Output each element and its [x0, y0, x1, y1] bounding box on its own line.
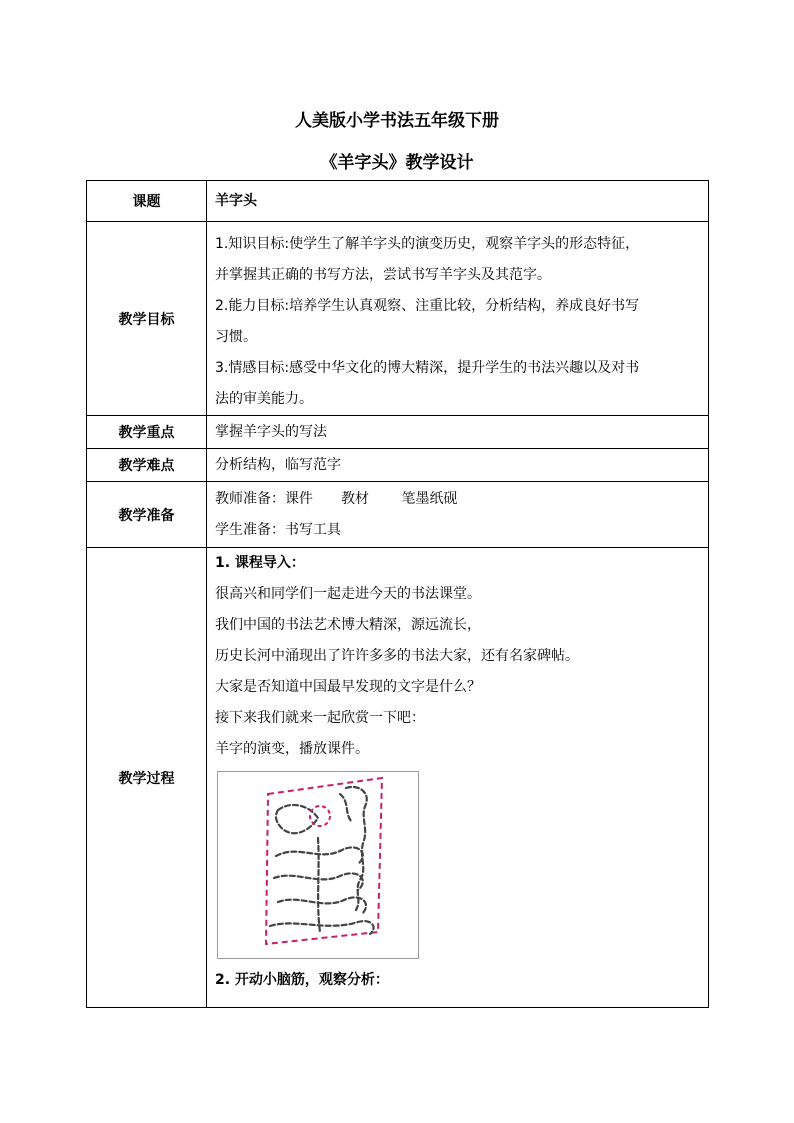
key-point-value: 掌握羊字头的写法 — [215, 423, 327, 440]
row-process — [87, 548, 709, 1008]
key-point-label: 教学重点 — [87, 416, 207, 449]
row-preparation — [87, 482, 709, 548]
goals-line: 3.情感目标:感受中华文化的博大精深，提升学生的书法兴趣以及对书 — [215, 360, 640, 376]
process-label: 教学过程 — [87, 548, 207, 1008]
goals-line: 并掌握其正确的书写方法，尝试书写羊字头及其范字。 — [215, 267, 551, 283]
topic-label: 课题 — [87, 181, 207, 222]
difficulty-value: 分析结构，临写范字 — [215, 456, 341, 473]
row-topic — [87, 181, 709, 222]
goals-line: 法的审美能力。 — [215, 391, 313, 407]
goals-content — [207, 222, 709, 416]
glyph-strokes — [270, 787, 374, 934]
oracle-bone-yang-glyph — [218, 772, 418, 958]
goals-line: 2.能力目标:培养学生认真观察、注重比较，分析结构，养成良好书写 — [215, 298, 640, 314]
goals-line: 1.知识目标:使学生了解羊字头的演变历史，观察羊字头的形态特征， — [215, 236, 640, 252]
process-line: 很高兴和同学们一起走进今天的书法课堂。 — [215, 586, 481, 602]
difficulty-label: 教学难点 — [87, 449, 207, 482]
lesson-plan-table — [86, 180, 709, 1008]
highlight-circle — [310, 806, 330, 826]
step2-heading: 2. 开动小脑筋，观察分析： — [215, 972, 389, 988]
preparation-label: 教学准备 — [87, 482, 207, 548]
process-line: 我们中国的书法艺术博大精深，源远流长， — [215, 617, 481, 633]
topic-value: 羊字头 — [215, 192, 257, 209]
student-preparation: 学生准备：书写工具 — [215, 521, 341, 538]
process-line: 羊字的演变，播放课件。 — [215, 741, 369, 757]
process-line: 接下来我们就来一起欣赏一下吧： — [215, 710, 425, 726]
row-goals — [87, 222, 709, 416]
teacher-preparation: 教师准备：课件 教材 笔墨纸砚 — [215, 490, 458, 507]
goals-line: 习惯。 — [215, 329, 257, 345]
document-subtitle: 《羊字头》教学设计 — [320, 153, 474, 173]
ancient-yang-character-image — [217, 771, 419, 959]
row-key-point — [87, 416, 709, 449]
step1-heading: 1. 课程导入： — [215, 555, 305, 571]
goals-label: 教学目标 — [87, 222, 207, 416]
process-line: 大家是否知道中国最早发现的文字是什么？ — [215, 679, 481, 695]
dashed-guide-frame — [266, 778, 382, 944]
document-title: 人美版小学书法五年级下册 — [295, 111, 499, 131]
row-difficulty — [87, 449, 709, 482]
process-line: 历史长河中涌现出了许许多多的书法大家，还有名家碑帖。 — [215, 648, 579, 664]
process-content — [207, 548, 709, 1008]
